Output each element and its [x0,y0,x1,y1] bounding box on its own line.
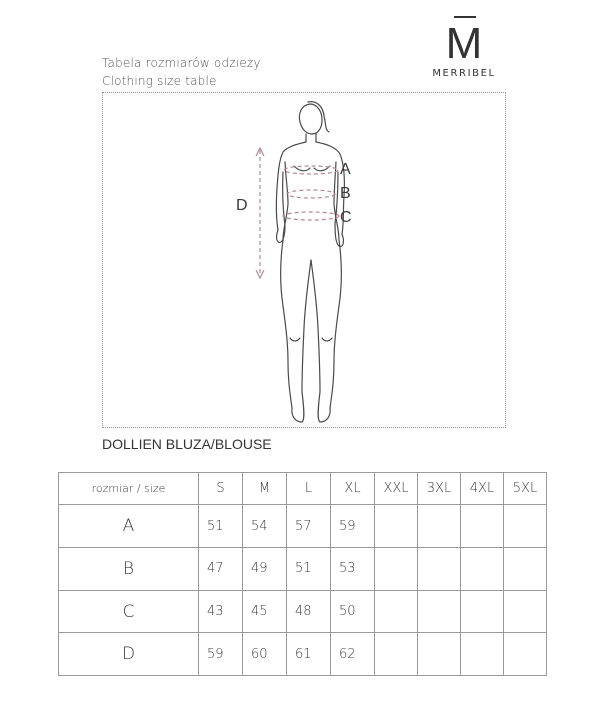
size-col-xxl: XXL [375,473,418,505]
diagram-label-a: A [340,161,351,178]
body-measurement-diagram [102,92,506,428]
table-cell [504,548,547,591]
size-col-4xl: 4XL [461,473,504,505]
table-cell: 59 [199,633,243,676]
table-cell [418,590,461,633]
product-title: DOLLIEN BLUZA/BLOUSE [102,436,272,452]
size-col-s: S [199,473,243,505]
diagram-label-d: D [236,197,248,214]
logo-letter: M [445,19,483,68]
size-header-label: rozmiar / size [59,473,199,505]
table-cell [418,505,461,548]
table-cell: 59 [331,505,375,548]
table-cell [375,548,418,591]
measure-line-b [287,190,335,198]
table-cell: 48 [287,590,331,633]
measure-line-c [283,212,339,220]
table-cell: 50 [331,590,375,633]
row-label: B [59,548,199,591]
diagram-label-b: B [340,185,351,202]
table-cell: 43 [199,590,243,633]
size-table-header-row [59,473,547,505]
merribel-logo [418,8,510,84]
size-col-3xl: 3XL [418,473,461,505]
table-cell [375,590,418,633]
table-cell [461,633,504,676]
table-cell [375,505,418,548]
row-label: D [59,633,199,676]
row-label: C [59,590,199,633]
table-cell [504,505,547,548]
size-col-m: M [243,473,287,505]
logo-macron [454,16,476,18]
size-col-5xl: 5XL [504,473,547,505]
size-col-xl: XL [331,473,375,505]
table-cell: 62 [331,633,375,676]
table-cell [504,633,547,676]
table-cell: 61 [287,633,331,676]
table-cell [375,633,418,676]
table-cell: 51 [199,505,243,548]
table-cell: 45 [243,590,287,633]
silhouette-outline [276,102,344,422]
table-row [59,633,547,676]
row-label: A [59,505,199,548]
size-table [58,472,547,676]
table-cell: 51 [287,548,331,591]
table-row [59,548,547,591]
table-row [59,505,547,548]
table-cell: 54 [243,505,287,548]
size-col-l: L [287,473,331,505]
table-cell: 49 [243,548,287,591]
diagram-label-c: C [340,209,352,226]
table-cell: 57 [287,505,331,548]
table-cell [418,633,461,676]
table-cell [461,590,504,633]
table-cell [418,548,461,591]
table-cell: 47 [199,548,243,591]
subtitle-english: Clothing size table [102,74,217,88]
subtitle-polish: Tabela rozmiarów odzieży [102,56,261,70]
table-cell [461,505,504,548]
table-row [59,590,547,633]
table-cell [504,590,547,633]
measure-line-a [284,166,338,174]
logo-wordmark: MERRIBEL [432,68,496,79]
table-cell: 53 [331,548,375,591]
table-cell [461,548,504,591]
table-cell: 60 [243,633,287,676]
